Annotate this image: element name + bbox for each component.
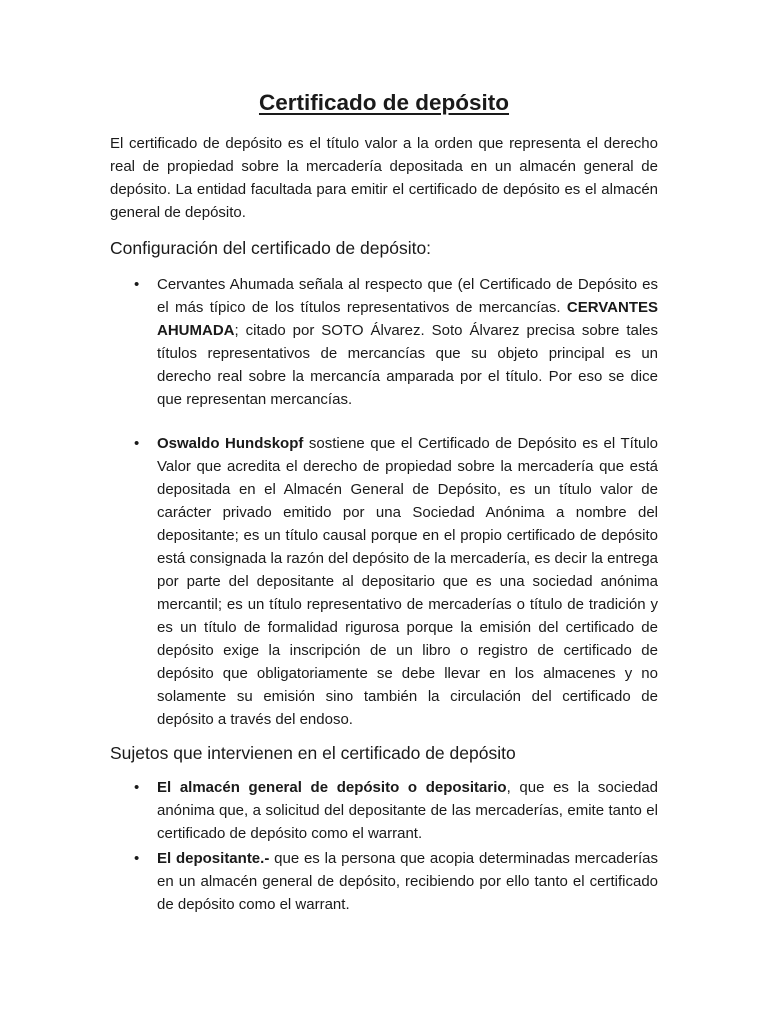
bullet-icon: •	[134, 276, 140, 293]
list-item-bold-text: El almacén general de depósito o depositario	[157, 779, 507, 796]
list-item-text-part: ; citado por SOTO Álvarez. Soto Álvarez precisa sobre tales títulos representativos de mercancías que su objeto principal es un derecho real sobre la mercancía amparada por el título. Por eso se dice que representan mercancías.	[157, 322, 658, 408]
document-title: Certificado de depósito	[258, 90, 510, 115]
bullet-icon: •	[134, 850, 140, 867]
list-item-text-part: , que es la sociedad anónima que, a solicitud del depositante de las mercaderías, emite tanto el certificado de depósito como el warrant.	[157, 779, 658, 842]
configuracion-list	[110, 273, 658, 731]
list-item-text	[157, 432, 658, 731]
list-item-bold-text: El depositante.-	[157, 850, 270, 867]
list-item-text-part: sostiene que el Certificado de Depósito es el Título Valor que acredita el derecho de propiedad sobre la mercadería que está depositada en el Almacén General de Depósito, es un título valor de carácter privado emitido por una Sociedad Anónima a nombre del depositante; es un título causal porque en el propio certificado de depósito está consignada la razón del depósito de la mercadería, es decir la entrega por parte del depositante al depositario que es una sociedad anónima mercantil; es un título representativo de mercaderías o título de tradición y es un título de formalidad rigurosa porque la emisión del certificado de depósito exige la inscripción de un libro o registro de certificado de depósito que obligatoriamente se debe llevar en los almacenes y no solamente su emisión sino también la circulación del certificado de depósito a través del endoso.	[157, 435, 659, 728]
list-item	[110, 273, 658, 411]
bullet-icon: •	[134, 435, 140, 452]
list-item-text-part: Cervantes Ahumada señala al respecto que (el Certificado de Depósito es el más típico de los títulos representativos de mercancías.	[157, 276, 658, 316]
intro-paragraph: El certificado de depósito es el título valor a la orden que representa el derecho real de propiedad sobre la mercadería depositada en un almacén general de depósito. La entidad facultada para emitir el certificado de depósito es el almacén general de depósito.	[110, 135, 658, 221]
list-item-bold-text: Oswaldo Hundskopf	[157, 435, 304, 452]
list-item	[110, 847, 658, 916]
list-item-text	[157, 776, 658, 845]
section-heading-sujetos: Sujetos que intervienen en el certificado de depósito	[110, 743, 516, 763]
list-item-text	[157, 273, 658, 411]
list-item	[110, 432, 658, 731]
list-item-text	[157, 847, 658, 916]
document-page	[110, 88, 658, 916]
list-item	[110, 776, 658, 845]
list-item-text-part: que es la persona que acopia determinadas mercaderías en un almacén general de depósito, recibiendo por ello tanto el certificado de depósito como el warrant.	[157, 850, 658, 913]
bullet-icon: •	[134, 779, 140, 796]
sujetos-list	[110, 776, 658, 916]
list-item-bold-text: CERVANTES AHUMADA	[157, 299, 658, 339]
section-heading-configuracion: Configuración del certificado de depósito:	[110, 238, 432, 258]
